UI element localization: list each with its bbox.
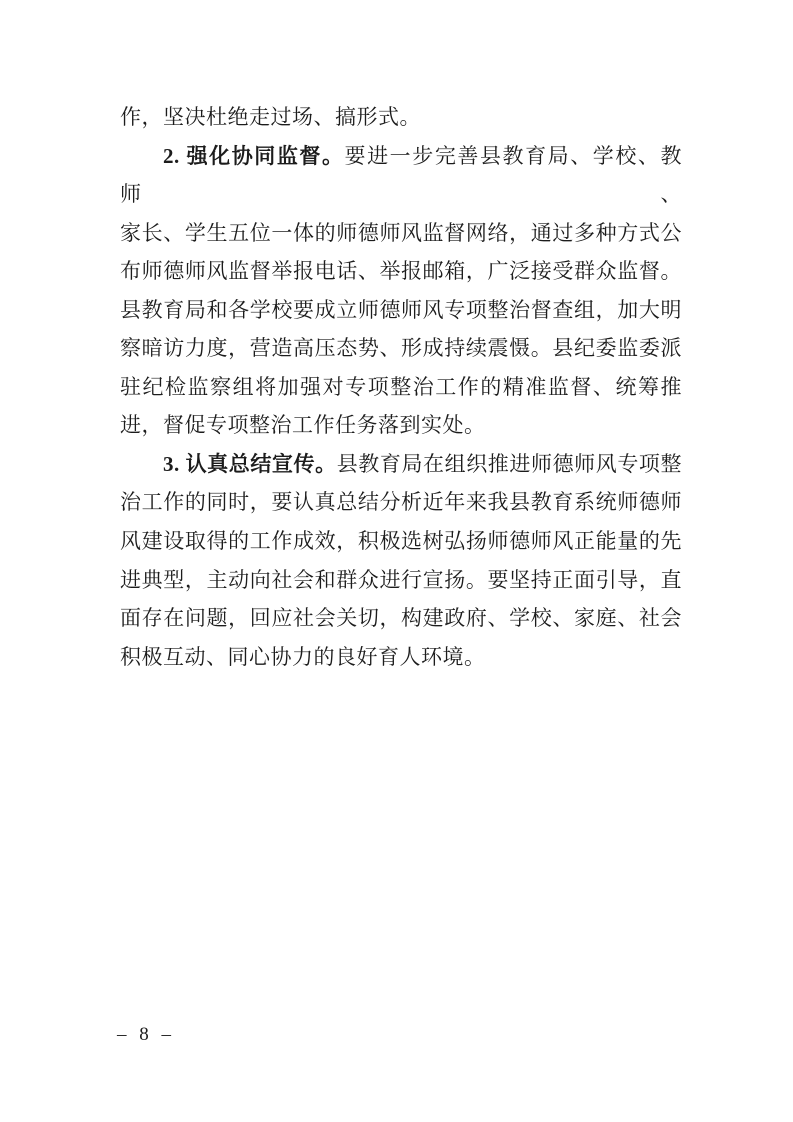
paragraph-text: 积极互动、同心协力的良好育人环境。 [120, 644, 486, 669]
paragraph-text: 县教育局在组织推进师德师风专项整 [336, 451, 683, 476]
paragraph-text: 县教育局和各学校要成立师德师风专项整治督查组，加大明 [120, 297, 682, 322]
text-line [120, 638, 682, 677]
paragraph-text: 进，督促专项整治工作任务落到实处。 [120, 413, 486, 438]
text-line [120, 214, 682, 253]
text-line [120, 445, 682, 484]
paragraph-text: 驻纪检监察组将加强对专项整治工作的精准监督、统筹推 [120, 374, 682, 399]
paragraph-text: 面存在问题，回应社会关切，构建政府、学校、家庭、社会 [120, 606, 682, 631]
paragraph-text: 家长、学生五位一体的师德师风监督网络，通过多种方式公 [120, 220, 682, 245]
text-line [120, 406, 682, 445]
text-line [120, 329, 682, 368]
paragraph-heading: 2. 强化协同监督。 [163, 143, 345, 168]
text-line [120, 252, 682, 291]
text-line [120, 137, 682, 214]
document-body [120, 98, 682, 676]
text-line [120, 599, 682, 638]
text-line [120, 561, 682, 600]
paragraph-text: 进典型，主动向社会和群众进行宣扬。要坚持正面引导，直 [120, 567, 682, 592]
text-line [120, 483, 682, 522]
text-line [120, 291, 682, 330]
text-line [120, 368, 682, 407]
paragraph-text: 察暗访力度，营造高压态势、形成持续震慑。县纪委监委派 [120, 336, 682, 361]
paragraph-text: 风建设取得的工作成效，积极选树弘扬师德师风正能量的先 [120, 529, 682, 554]
paragraph-text: 要进一步完善县教育局、学校、教师、 [120, 143, 683, 207]
paragraph-text: 作，坚决杜绝走过场、搞形式。 [120, 105, 421, 129]
paragraph-text: 治工作的同时，要认真总结分析近年来我县教育系统师德师 [120, 490, 682, 515]
text-line [120, 522, 682, 561]
paragraph-text: 布师德师风监督举报电话、举报邮箱，广泛接受群众监督。 [120, 259, 682, 284]
paragraph-heading: 3. 认真总结宣传。 [163, 451, 337, 476]
page-number: – 8 – [117, 1024, 175, 1045]
text-line [120, 98, 682, 137]
